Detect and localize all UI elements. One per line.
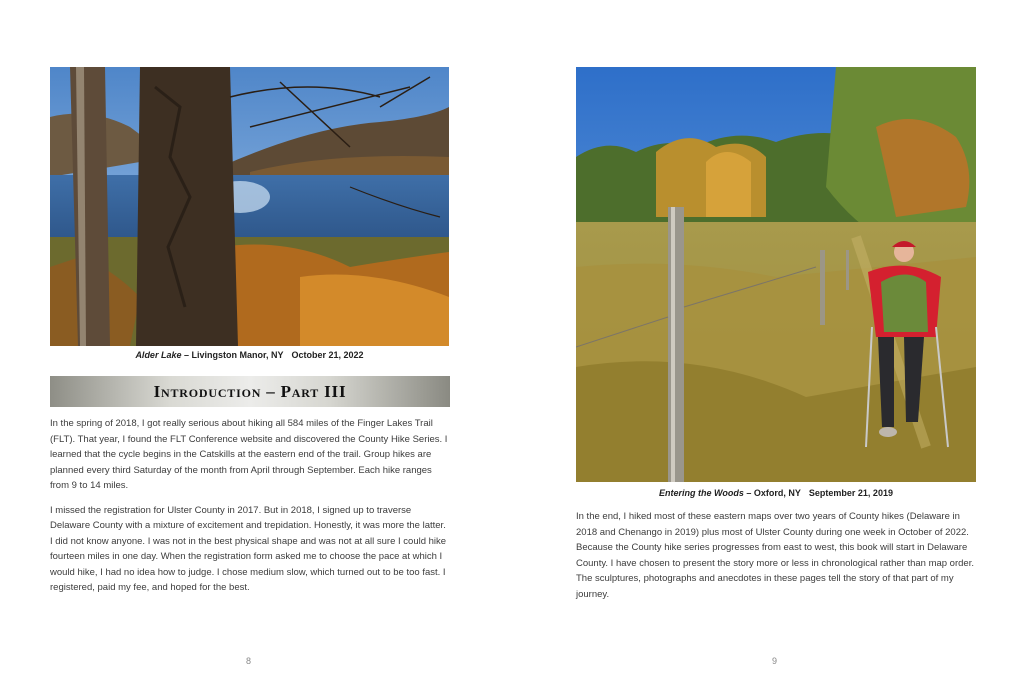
section-heading-banner xyxy=(50,376,450,407)
caption-location: – Livingston Manor, NY xyxy=(183,350,284,360)
alder-lake-photo xyxy=(50,67,449,346)
page-number: 8 xyxy=(246,656,252,666)
photo-caption xyxy=(576,488,976,498)
paragraph: In the spring of 2018, I got really serious about hiking all 584 miles of the Finger Lakes Trail (FLT). That year, I found the FLT Conference website and discovered the County Hike Series. I learned that the cycle begins in the Catskills at the eastern end of the trail. Group hikes are planned every third Saturday of the month from April through September. Each hike ranges from 9 to 14 miles. xyxy=(50,418,448,491)
right-page xyxy=(512,0,1024,673)
section-heading: Introduction – Part III xyxy=(153,381,347,401)
page-number: 9 xyxy=(772,656,778,666)
caption-date: October 21, 2022 xyxy=(291,350,364,360)
right-body-text xyxy=(576,509,978,611)
caption-place: Entering the Woods xyxy=(659,488,744,498)
caption-location: – Oxford, NY xyxy=(746,488,801,498)
left-body-text xyxy=(50,416,450,605)
caption-place: Alder Lake xyxy=(135,350,182,360)
photo-caption xyxy=(50,350,449,360)
caption-date: September 21, 2019 xyxy=(808,488,893,498)
entering-woods-photo xyxy=(576,67,976,482)
paragraph: In the end, I hiked most of these eastern maps over two years of County hikes (Delaware in 2018 and Chenango in 2019) plus most of Ulster County during one week in October of 2022. Because the County hike series progresses from east to west, this book will start in Delaware County. I have chosen to present the story more or less in chronological rather than map order. The sculptures, photographs and anecdotes in these pages tell the story of that part of my journey. xyxy=(576,511,974,600)
paragraph: I missed the registration for Ulster County in 2017. But in 2018, I signed up to traverse Delaware County with a mixture of excitement and trepidation. Honestly, it was more the latter. I did not know anyone. I was not in the best physical shape and was not at all sure I could hike fourteen miles in one day. When the registration form asked me to choose the pace at which I would hike, I had no idea how to judge. I chose medium slow, which turned out to be too fast. I registered, paid my fee, and hoped for the best. xyxy=(50,504,447,593)
